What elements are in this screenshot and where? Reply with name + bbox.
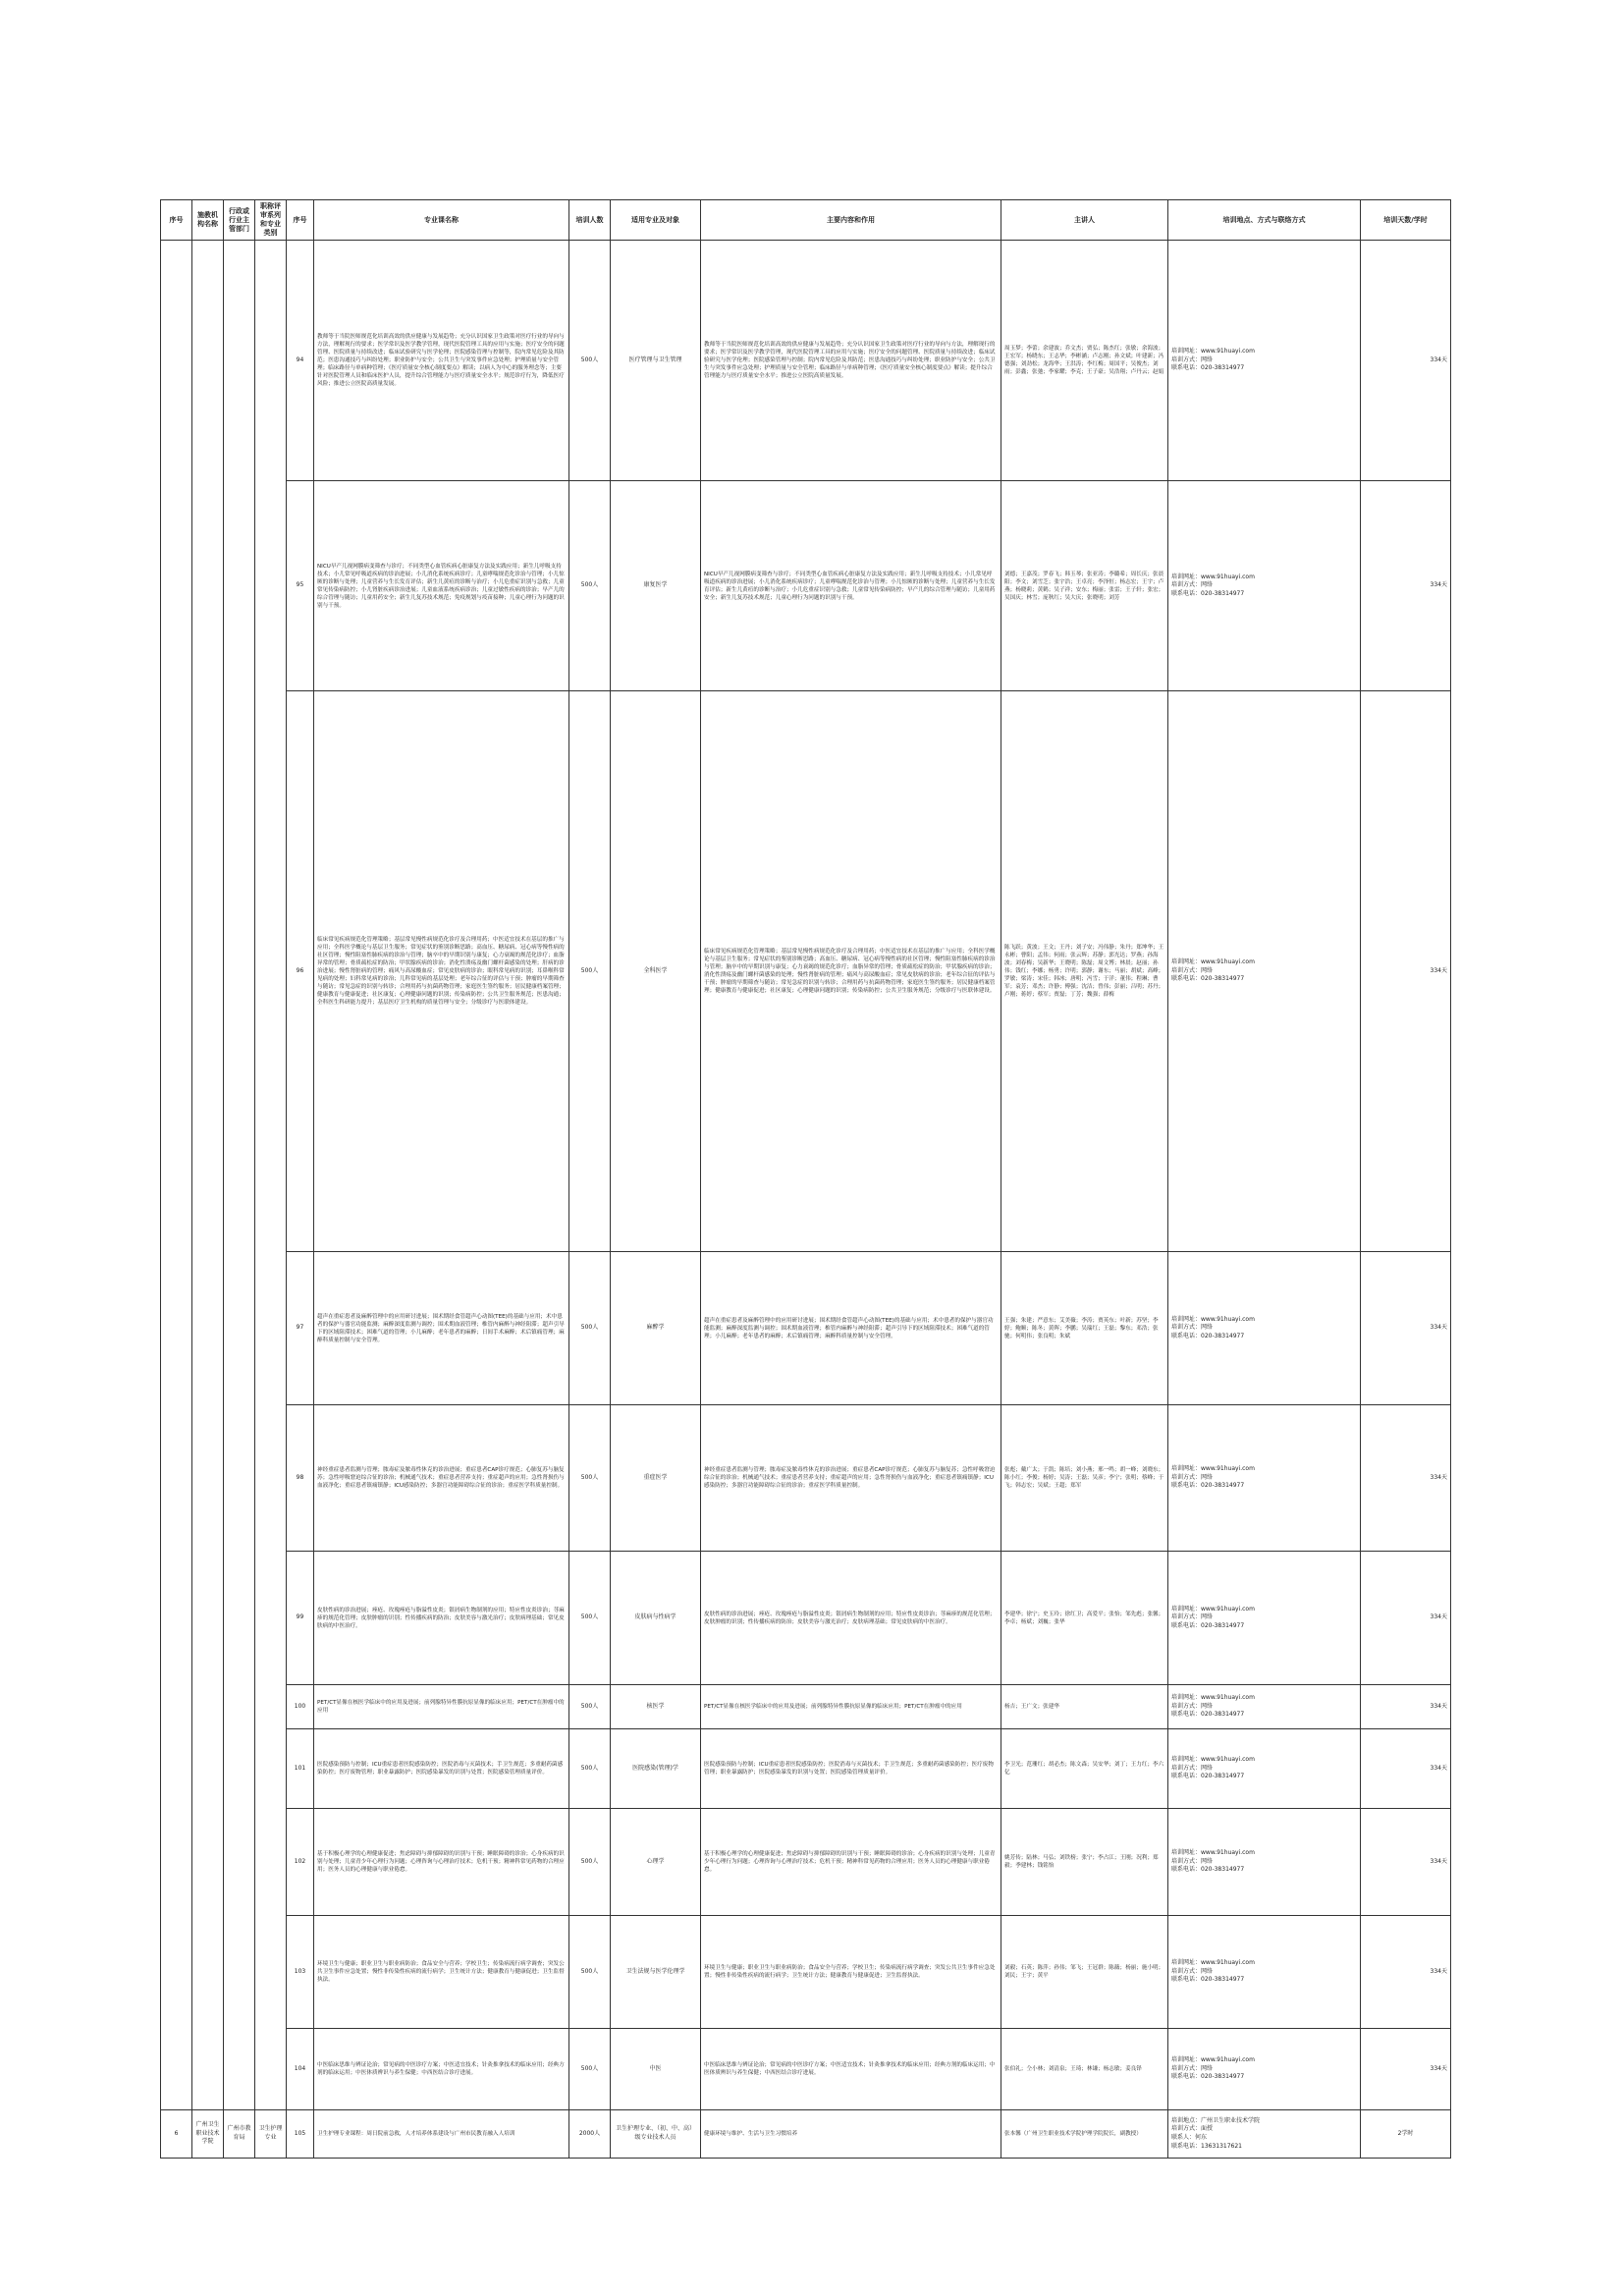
group-admin-dept: 广州市教育局 (224, 2110, 255, 2159)
group-admin-empty (224, 241, 255, 2110)
row-location (1168, 1916, 1361, 2029)
group-seq: 6 (161, 2110, 192, 2159)
table-row (161, 1729, 1451, 1809)
row-course: 医院感染预防与控制；ICU重症患者医院感染防控；医院消毒与灭菌技术；手卫生规范；多重耐药菌感染防控；医疗废物管理；职业暴露防护；医院感染暴发的识别与处置；医院感染管理质量评价。 (314, 1729, 569, 1809)
location-line: 培训方式：网络 (1171, 1764, 1214, 1772)
row-location (1168, 2029, 1361, 2110)
row-course: 皮肤性病的诊治进展；痤疮、玫瑰痤疮与脂溢性皮炎；银屑病生物制剂的应用；特应性皮炎诊治；荨麻疹的规范化管理；皮肤肿瘤的识别；性传播疾病的防治；皮肤美容与激光治疗；皮肤病理基础；常见皮肤病的中医治疗。 (314, 1552, 569, 1685)
group-category: 卫生护理专业 (255, 2110, 287, 2159)
row-location (1168, 481, 1361, 691)
header-num: 序号 (287, 200, 314, 241)
row-course: 卫生护理专业课程：周日院前急救，人才培养体系建设与广州市民教育融入人培训 (314, 2110, 569, 2159)
row-content: 中医临床思维与辨证论治；常见病的中医诊疗方案；中医适宜技术；针灸推拿技术的临床应用；经典方剂的临床运用；中医体质辨识与养生保健；中西医结合诊疗进展。 (701, 2029, 1001, 2110)
location-line: 联系电话：020-38314977 (1171, 1866, 1245, 1874)
row-content: 教师等于当院医师规范化培训高效的供应健康与发展趋势；充分认识国家卫生政策对医疗行业的导向与方法，理解现行的要求；医学常识及医学教学管理，现代医院管理工具的应用与实施；医疗安全的问题管理、医院质量与持续改进；临床试验研究与医学伦理；医院感染管理与控制；院内常见危险及其防范；医患沟通技巧与纠纷处理；职业防护与安全；公共卫生与突发事件应急处理；护理质量与安全管理；临床路径与单病种管理；《医疗质量安全核心制度要点》解读；提升综合管理能力与医疗质量安全水平；推进公立医院高质量发展。 (701, 241, 1001, 481)
row-num: 105 (287, 2110, 314, 2159)
location-line: 培训网址：www.91huayi.com (1171, 1756, 1255, 1764)
location-line: 联系电话：020-38314977 (1171, 1332, 1245, 1339)
location-line: 培训网址：www.91huayi.com (1171, 1694, 1255, 1702)
row-location (1168, 241, 1361, 481)
row-num: 103 (287, 1916, 314, 2029)
row-audience: 中医 (611, 2029, 701, 2110)
table-row (161, 2029, 1451, 2110)
row-course: 教师等于当院医师规范化培训高效的供应健康与发展趋势；充分认识国家卫生政策对医疗行业的导向与方法，理解现行的要求；医学常识及医学教学管理，现代医院管理工具的应用与实施；医疗安全的问题管理、医院质量与持续改进；临床试验研究与医学伦理；医院感染管理与控制等，院内常见危险及其防范；医患沟通技巧与纠纷处理；职业防护与安全；公共卫生与突发事件应急处理；护理质量与安全管理；临床路径与单病种管理；《医疗质量安全核心制度要点》解读；以病人为中心的服务理念等；主要针对医院管理人员和临床医护人员，提升综合管理能力与医疗质量安全水平；规范诊疗行为，降低医疗风险；推进公立医院高质量发展。 (314, 241, 569, 481)
table-row (161, 1405, 1451, 1552)
row-audience: 核医学 (611, 1685, 701, 1729)
row-lecturer: 刘德；王嘉茂；罗春飞；韩玉琴；张亚涛；李璐希；周长庆；张晨阳；李文；刘雪芝；张宇浩；王卓亮；李泽恒；杨志宏；王宇；卢燕；杨晓莉；黄鹤；吴子祥；安东；梅丽；张雷；王子轩；张宏；吴国庆；林雪；庞秋红；吴大庆；张晓明；刘芳 (1001, 481, 1168, 691)
row-lecturer: 周玉梦；李蕾；余建波；乔文杰；贾弘；陈杰红；张敏；余海波；王宏军；杨晓东；王志华；李彬涵；卢志刚；孙文斌；叶建新；冯德强；刘劲松；龙海华；王洪涛；李红梅；周国平；吴俊杰；刘雨；彭鑫；张弛；李家耀；李克；王子豪；吴浩翔；卢丹云；赵娟 (1001, 241, 1168, 481)
location-line: 培训方式：网络 (1171, 1857, 1214, 1865)
location-line: 培训网址：www.91huayi.com (1171, 1959, 1255, 1967)
row-course: 环境卫生与健康；职业卫生与职业病防治；食品安全与营养；学校卫生；传染病流行病学调查；突发公共卫生事件应急处置；慢性非传染性疾病的流行病学；卫生统计方法；健康教育与健康促进；卫生监督执法。 (314, 1916, 569, 2029)
row-lecturer: 张伯礼；仝小林；刘清泉；王琦；林谦；杨志敏；姜良铎 (1001, 2029, 1168, 2110)
header-content: 主要内容和作用 (701, 200, 1001, 241)
table-body (161, 241, 1451, 2159)
row-content: 健康环境与维护、生活与卫生习惯培养 (701, 2110, 1001, 2159)
row-audience: 重症医学 (611, 1405, 701, 1552)
table-row (161, 1252, 1451, 1405)
row-trainees: 500人 (569, 1685, 611, 1729)
row-num: 94 (287, 241, 314, 481)
header-audience: 适用专业及对象 (611, 200, 701, 241)
location-line: 培训方式：面授 (1171, 2125, 1214, 2133)
row-location (1168, 1405, 1361, 1552)
location-line: 培训方式：网络 (1171, 355, 1214, 363)
row-content: 环境卫生与健康；职业卫生与职业病防治；食品安全与营养；学校卫生；传染病流行病学调查；突发公共卫生事件应急处置；慢性非传染性疾病的流行病学；卫生统计方法；健康教育与健康促进；卫生监督执法。 (701, 1916, 1001, 2029)
row-trainees: 500人 (569, 1729, 611, 1809)
row-days: 334天 (1361, 1405, 1451, 1552)
row-num: 99 (287, 1552, 314, 1685)
row-lecturer: 王强；朱建；严意东；艾美薇；李涛；贾英东；叶新；苏坚；李婷；鲍顺；陈冬；黄晖；李鹏；吴瑞红；王磊；黎东；邓浩；张驰；何明伟；张良明；朱斌 (1001, 1252, 1168, 1405)
header-org: 施教机构名称 (192, 200, 224, 241)
location-line: 联系电话：020-38314977 (1171, 1482, 1245, 1490)
row-lecturer: 李卫光；范珊红；胡必杰；陈文森；吴安华；刘丁；王力红；李六亿 (1001, 1729, 1168, 1809)
location-line: 培训方式：网络 (1171, 1967, 1214, 1975)
row-num: 98 (287, 1405, 314, 1552)
course-table (160, 199, 1451, 2159)
row-lecturer: 陈飞跃；黄波；王文；王丹；刘子安；冯伟静；朱丹；郑坤华；王永彬；曹阳；孟伟；何雨；张云辉；苏静；郭光达；罗燕；孙海波；刘春梅；吴新华；王晓明；陈磊；周文博；林晨；赵丽；孙伟；钱红；李娜；杨勇；许明；郭静；谢东；马丽；胡斌；高峰；罗敏；梁涛；宋佳；韩冰；唐明；冯雪；于洋；董伟；程琳；曹军；袁芳；邓杰；许静；傅强；沈洁；曾伟；彭丽；吕明；苏丹；卢刚；蒋婷；蔡军；贾磊；丁芳；魏强；薛梅 (1001, 691, 1168, 1252)
location-line: 培训方式：网络 (1171, 581, 1214, 589)
row-location (1168, 1729, 1361, 1809)
row-course: PET/CT显像在核医学临床中的应用及进展；前列腺特异性膜抗原显像的临床应用；PET/CT在肿瘤中的应用 (314, 1685, 569, 1729)
row-days: 334天 (1361, 1729, 1451, 1809)
table-row (161, 241, 1451, 481)
location-line: 培训网址：www.91huayi.com (1171, 348, 1255, 355)
row-course: 神经重症患者监测与管理；脓毒症及脓毒性休克的诊治进展；重症患者CAP诊疗规范；心肺复苏与脑复苏；急性呼吸窘迫综合征的诊治；机械通气技术；重症患者营养支持；重症超声的应用；急性肾损伤与血液净化；重症患者镇痛镇静；ICU感染防控；多器官功能障碍综合征的诊治；重症医学科质量控制。 (314, 1405, 569, 1552)
row-trainees: 500人 (569, 1552, 611, 1685)
row-course: 超声在重症患者及麻醉管理中的应用研讨进展；围术期经食管超声心动图(TEE)的基础与应用；术中患者的保护与器官功能监测；麻醉深度监测与调控；围术期血液管理；椎管内麻醉与神经阻滞；超声引导下的区域阻滞技术；困难气道的管理；小儿麻醉；老年患者的麻醉；日间手术麻醉；术后镇痛管理；麻醉科质量控制与安全管理。 (314, 1252, 569, 1405)
group-org-empty (192, 241, 224, 2110)
row-content: 皮肤性病的诊治进展；痤疮、玫瑰痤疮与脂溢性皮炎；银屑病生物制剂的应用；特应性皮炎诊治；荨麻疹的规范化管理；皮肤肿瘤的识别；性传播疾病的防治；皮肤美容与激光治疗；皮肤病理基础；常见皮肤病的中医治疗。 (701, 1552, 1001, 1685)
row-audience: 卫生法规与医学伦理学 (611, 1916, 701, 2029)
header-admin-dept: 行政或行业主管部门 (224, 200, 255, 241)
row-content: 临床常见疾病规范化管理策略；基层常见慢性病规范化诊疗及合理用药；中医适宜技术在基层的推广与应用；全科医学概论与基层卫生服务；常见症状的鉴别诊断思路；高血压、糖尿病、冠心病等慢性病的社区管理；慢性阻塞性肺疾病的诊治与管理；脑卒中的早期识别与康复；心力衰竭的规范化诊疗；血脂异常的管理；骨质疏松症的防治；甲状腺疾病的诊治；消化性溃疡及幽门螺杆菌感染的处理；慢性肾脏病的管理；痛风与高尿酸血症；常见皮肤病的诊治；老年综合征的评估与干预；肿瘤的早期筛查与随访；常见急症的识别与转诊；合理用药与抗菌药物管理；家庭医生签约服务；居民健康档案管理；健康教育与健康促进；社区康复；心理健康问题的识别；传染病防控；公共卫生服务规范；分级诊疗与医联体建设。 (701, 691, 1001, 1252)
location-line: 培训网址：www.91huayi.com (1171, 1605, 1255, 1613)
location-line: 培训网址：www.91huayi.com (1171, 1849, 1255, 1857)
table-row (161, 2110, 1451, 2159)
table-row (161, 1916, 1451, 2029)
row-trainees: 500人 (569, 2029, 611, 2110)
table-row (161, 691, 1451, 1252)
location-line: 培训网址：www.91huayi.com (1171, 1315, 1255, 1323)
header-location: 培训地点、方式与联络方式 (1168, 200, 1361, 241)
row-course: 临床常见疾病规范化管理策略；基层常见慢性病规范化诊疗及合理用药；中医适宜技术在基层的推广与应用；全科医学概论与基层卫生服务；常见症状的鉴别诊断思路；高血压、糖尿病、冠心病等慢性病的社区管理；慢性阻塞性肺疾病的诊治与管理；脑卒中的早期识别与康复；心力衰竭的规范化诊疗；血脂异常的管理；骨质疏松症的防治；甲状腺疾病的诊治；消化性溃疡及幽门螺杆菌感染的处理；肝病的诊治进展；慢性肾脏病的管理；痛风与高尿酸血症；常见皮肤病的诊治；眼科常见病的识别；耳鼻喉科常见病的处理；妇科常见病的诊治；儿科常见病的基层处理；老年综合征的评估与干预；肿瘤的早期筛查与随访；常见急症的识别与转诊；合理用药与抗菌药物管理；家庭医生签约服务；居民健康档案管理；健康教育与健康促进；社区康复；心理健康问题的识别；传染病防控；公共卫生服务规范；医患沟通；全科医生科研能力提升；基层医疗卫生机构的质量管理与安全；分级诊疗与医联体建设。 (314, 691, 569, 1252)
row-num: 95 (287, 481, 314, 691)
location-line: 培训方式：网络 (1171, 1702, 1214, 1710)
row-num: 97 (287, 1252, 314, 1405)
location-line: 培训方式：网络 (1171, 1613, 1214, 1621)
row-days: 334天 (1361, 1552, 1451, 1685)
row-num: 104 (287, 2029, 314, 2110)
location-line: 培训网址：www.91huayi.com (1171, 1465, 1255, 1473)
row-days: 2学时 (1361, 2110, 1451, 2159)
location-line: 联系电话：020-38314977 (1171, 975, 1245, 983)
location-line: 联系电话：020-38314977 (1171, 1773, 1245, 1780)
row-lecturer: 杨吉；王广文；张建华 (1001, 1685, 1168, 1729)
row-lecturer: 刘毅；石英；陈萍；孙伟；邹飞；王冠群；陈薇；杨丽；施小明；刘民；王宇；黄平 (1001, 1916, 1168, 2029)
row-days: 334天 (1361, 1685, 1451, 1729)
row-location (1168, 691, 1361, 1252)
row-days: 334天 (1361, 241, 1451, 481)
header-row (161, 200, 1451, 241)
row-num: 96 (287, 691, 314, 1252)
row-audience: 医疗管理与卫生管理 (611, 241, 701, 481)
table-row (161, 1552, 1451, 1685)
row-lecturer: 姚芳传；陆林；马弘；刘铁榜；张宁；李占江；王刚；况利；郑毅；季建林；钱铭怡 (1001, 1809, 1168, 1916)
location-line: 联系电话：020-38314977 (1171, 2073, 1245, 2081)
row-lecturer: 李建华；徐宁；史玉玲；徐红卫；高爱平；张怡；邹先彪；张馨；李卓；杨斌；刘巍；张华 (1001, 1552, 1168, 1685)
location-line: 培训方式：网络 (1171, 1473, 1214, 1481)
row-location (1168, 1252, 1361, 1405)
group-category-empty (255, 241, 287, 2110)
row-content: 基于积极心理学的心理健康促进；焦虑障碍与抑郁障碍的识别与干预；睡眠障碍的诊治；心身疾病的识别与处理；儿童青少年心理行为问题；心理咨询与心理治疗技术；危机干预；精神科常见药物的合理应用；医务人员的心理健康与职业倦怠。 (701, 1809, 1001, 1916)
row-trainees: 2000人 (569, 2110, 611, 2159)
row-num: 100 (287, 1685, 314, 1729)
row-days: 334天 (1361, 481, 1451, 691)
row-lecturer: 张彪；戴广太；于凯；陈培；刘小燕；邢一鸣；胡一峰；刘晓东；陈小红；李俊；杨婷；吴涛；王磊；吴彦；李宁；张明；蔡峰；于飞；韩志宏；吴斌；王超；郑军 (1001, 1405, 1168, 1552)
course-table-sheet (160, 199, 1450, 2159)
location-line: 联系电话：020-38314977 (1171, 1711, 1245, 1719)
row-days: 334天 (1361, 1809, 1451, 1916)
row-days: 334天 (1361, 691, 1451, 1252)
group-org: 广州卫生职业技术学院 (192, 2110, 224, 2159)
row-audience: 心理学 (611, 1809, 701, 1916)
row-location (1168, 1809, 1361, 1916)
table-row (161, 1809, 1451, 1916)
row-audience: 康复医学 (611, 481, 701, 691)
location-line: 培训方式：网络 (1171, 966, 1214, 974)
row-course: 基于积极心理学的心理健康促进；焦虑障碍与抑郁障碍的识别与干预；睡眠障碍的诊治；心身疾病的识别与处理；儿童青少年心理行为问题；心理咨询与心理治疗技术；危机干预；精神科常见药物的合理应用；医务人员的心理健康与职业倦怠。 (314, 1809, 569, 1916)
row-lecturer: 张本馨（广州卫生职业技术学院护理学院院长，副教授） (1001, 2110, 1168, 2159)
location-line: 培训地点：广州卫生职业技术学院 (1171, 2116, 1261, 2124)
row-course: 中医临床思维与辨证论治；常见病的中医诊疗方案；中医适宜技术；针灸推拿技术的临床应用；经典方剂的临床运用；中医体质辨识与养生保健；中西医结合诊疗进展。 (314, 2029, 569, 2110)
row-trainees: 500人 (569, 481, 611, 691)
row-audience: 皮肤病与性病学 (611, 1552, 701, 1685)
row-audience: 全科医学 (611, 691, 701, 1252)
location-line: 联系电话：13631317621 (1171, 2142, 1242, 2150)
row-num: 101 (287, 1729, 314, 1809)
header-category: 职称评审系列和专业类别 (255, 200, 287, 241)
location-line: 培训方式：网络 (1171, 1324, 1214, 1332)
table-row (161, 481, 1451, 691)
row-days: 334天 (1361, 1252, 1451, 1405)
location-line: 联系电话：020-38314977 (1171, 1976, 1245, 1984)
row-trainees: 500人 (569, 691, 611, 1252)
row-audience: 卫生护理专业、（初、中、高）级专业技术人员 (611, 2110, 701, 2159)
header-course: 专业课名称 (314, 200, 569, 241)
header-days: 培训天数/学时 (1361, 200, 1451, 241)
row-trainees: 500人 (569, 1405, 611, 1552)
row-trainees: 500人 (569, 241, 611, 481)
header-seq: 序号 (161, 200, 192, 241)
location-line: 培训网址：www.91huayi.com (1171, 2056, 1255, 2064)
row-content: 神经重症患者监测与管理；脓毒症及脓毒性休克的诊治进展；重症患者CAP诊疗规范；心肺复苏与脑复苏；急性呼吸窘迫综合征的诊治；机械通气技术；重症患者营养支持；重症超声的应用；急性肾损伤与血液净化；重症患者镇痛镇静；ICU感染防控；多器官功能障碍综合征的诊治；重症医学科质量控制。 (701, 1405, 1001, 1552)
header-lecturer: 主讲人 (1001, 200, 1168, 241)
row-trainees: 500人 (569, 1916, 611, 2029)
row-days: 334天 (1361, 1916, 1451, 2029)
row-days: 334天 (1361, 2029, 1451, 2110)
row-audience: 麻醉学 (611, 1252, 701, 1405)
location-line: 培训网址：www.91huayi.com (1171, 958, 1255, 966)
location-line: 联系电话：020-38314977 (1171, 364, 1245, 372)
table-row (161, 1685, 1451, 1729)
row-content: 超声在重症患者及麻醉管理中的应用研讨进展；围术期经食管超声心动图(TEE)的基础与应用；术中患者的保护与器官功能监测；麻醉深度监测与调控；围术期血液管理；椎管内麻醉与神经阻滞；超声引导下的区域阻滞技术；困难气道的管理；小儿麻醉；老年患者的麻醉；术后镇痛管理；麻醉科质量控制与安全管理。 (701, 1252, 1001, 1405)
row-content: NICU早产儿视网膜病变筛查与诊疗；不同类型心血管疾病心脏康复方法及实践应用；新生儿呼吸支持技术；小儿常见呼吸道疾病的诊治进展；小儿消化系统疾病诊疗；儿童哮喘规范化诊治与管理；小儿惊厥的诊断与处理；儿童营养与生长发育评估；新生儿黄疸的诊断与治疗；小儿危重症识别与急救；儿童常见传染病防控；早产儿的综合管理与随访；儿童用药安全；新生儿复苏技术规范；儿童心理行为问题的识别与干预。 (701, 481, 1001, 691)
row-course: NICU早产儿视网膜病变筛查与诊疗；不同类型心血管疾病心脏康复方法及实践应用；新生儿呼吸支持技术；小儿常见呼吸道疾病的诊治进展；小儿消化系统疾病诊疗；儿童哮喘规范化诊治与管理；小儿惊厥的诊断与处理；儿童营养与生长发育评估；新生儿黄疸的诊断与治疗；小儿危重症识别与急救；儿童常见传染病防控；小儿肾脏疾病诊治进展；儿童血液系统疾病诊治；儿童过敏性疾病的诊治；早产儿的综合管理与随访；儿童用药安全；新生儿复苏技术规范；免疫规划与疫苗接种；儿童心理行为问题的识别与干预。 (314, 481, 569, 691)
location-line: 培训网址：www.91huayi.com (1171, 573, 1255, 580)
row-num: 102 (287, 1809, 314, 1916)
row-location (1168, 1685, 1361, 1729)
row-trainees: 500人 (569, 1252, 611, 1405)
row-location (1168, 1552, 1361, 1685)
row-trainees: 500人 (569, 1809, 611, 1916)
location-line: 联系人：何东 (1171, 2134, 1208, 2141)
row-content: 医院感染预防与控制；ICU重症患者医院感染防控；医院消毒与灭菌技术；手卫生规范；多重耐药菌感染防控；医疗废物管理；职业暴露防护；医院感染暴发的识别与处置；医院感染管理质量评价。 (701, 1729, 1001, 1809)
row-location (1168, 2110, 1361, 2159)
row-audience: 医院感染(管理)学 (611, 1729, 701, 1809)
header-trainees: 培训人数 (569, 200, 611, 241)
group-seq-empty (161, 241, 192, 2110)
location-line: 联系电话：020-38314977 (1171, 1621, 1245, 1629)
location-line: 培训方式：网络 (1171, 2064, 1214, 2072)
location-line: 联系电话：020-38314977 (1171, 589, 1245, 597)
row-content: PET/CT显像在核医学临床中的应用及进展；前列腺特异性膜抗原显像的临床应用；PET/CT在肿瘤中的应用 (701, 1685, 1001, 1729)
